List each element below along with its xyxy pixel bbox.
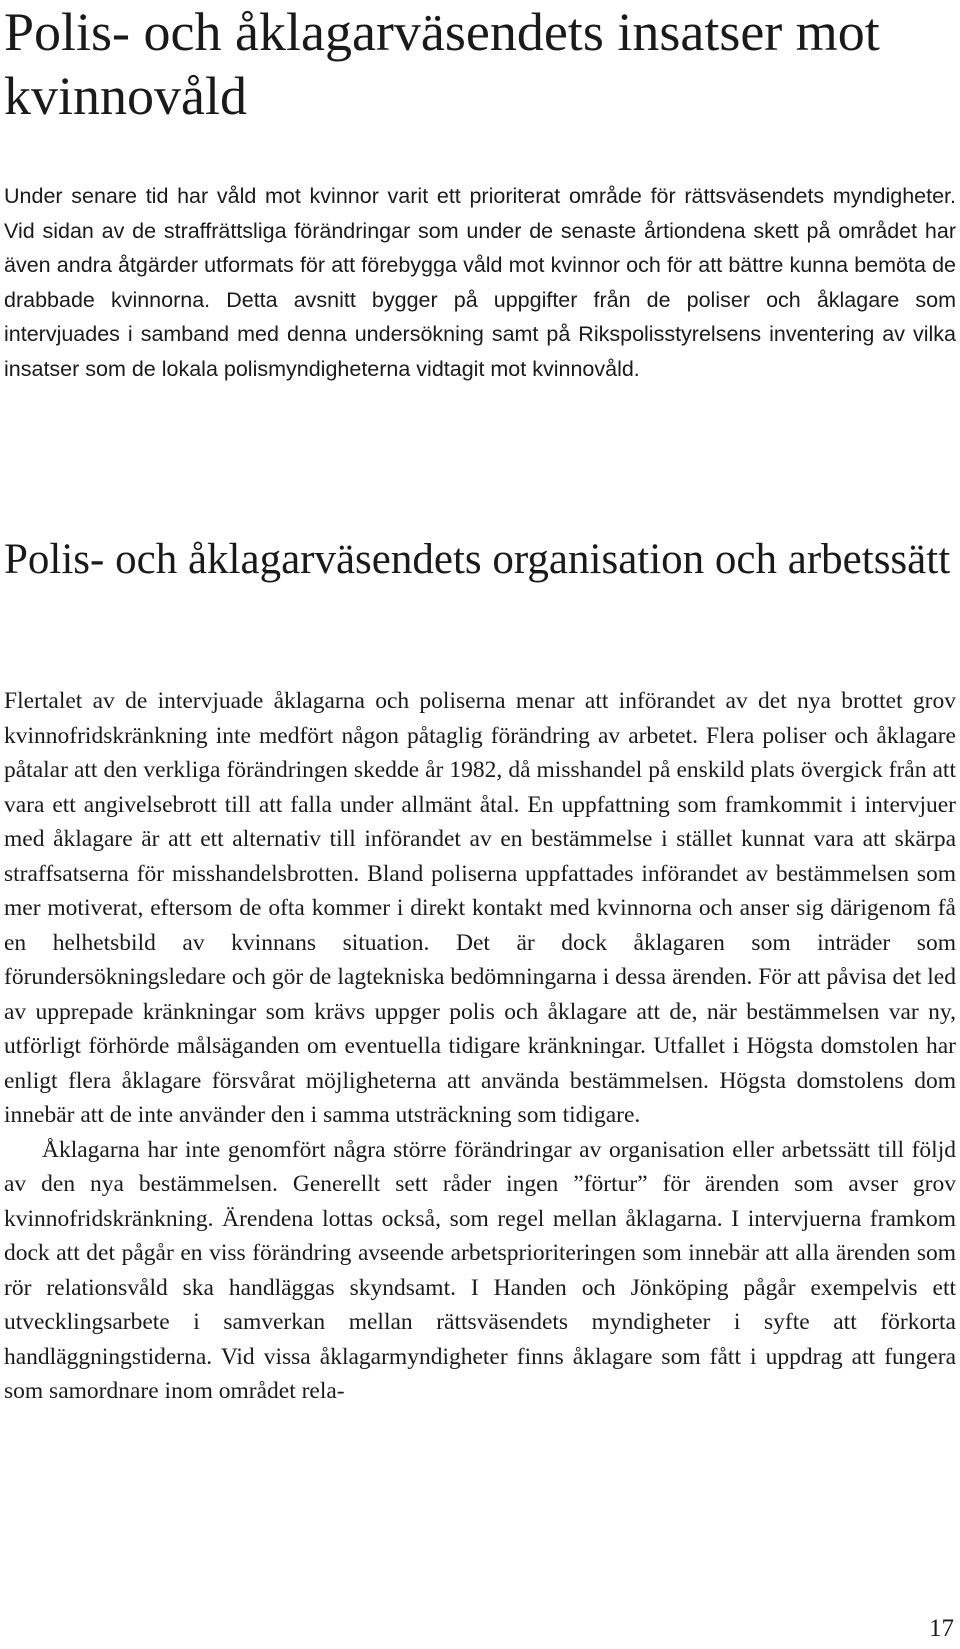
section-heading: Polis- och åklagarväsendets insatser mot kvinnovåld xyxy=(4,2,880,126)
subsection-body xyxy=(4,684,956,1409)
page-number: 17 xyxy=(929,1615,954,1642)
subsection-heading: Polis- och åklagarväsendets organisation och arbetssätt xyxy=(4,536,951,583)
body-paragraph-2: Åklagarna har inte genomfört några större förändringar av organisation eller arbetssätt till följd av den nya bestämmelsen. Generellt sett råder ingen ”förtur” för ärenden som avser grov kvinnofridskränkning. Ärendena lottas också, som regel mellan åklagarna. I intervjuerna framkom dock att det pågår en viss förändring avseende arbetsprioriteringen som innebär att alla ärenden som rör relationsvåld ska handläggas skyndsamt. I Handen och Jönköping pågår exempelvis ett utvecklingsarbete i samverkan mellan rättsväsendets myndigheter i syfte att förkorta handläggningstiderna. Vid vissa åklagarmyndigheter finns åklagare som fått i uppdrag att fungera som samordnare inom området rela- xyxy=(4,1136,956,1404)
body-paragraph-1: Flertalet av de intervjuade åklagarna och poliserna menar att införandet av det nya brottet grov kvinnofridskränkning inte medfört någon påtaglig förändring av arbetet. Flera poliser och åklagare påtalar att den verkliga förändringen skedde år 1982, då misshandel på enskild plats övergick från att vara ett angivelsebrott till att falla under allmänt åtal. En uppfattning som framkommit i intervjuer med åklagare är att ett alternativ till införandet av en bestämmelse i stället kunnat vara att skärpa straffsatserna för misshandelsbrotten. Bland poliserna uppfattades införandet av bestämmelsen som mer motiverat, eftersom de ofta kommer i direkt kontakt med kvinnorna och anser sig därigenom få en helhetsbild av kvinnans situation. Det är dock åklagaren som inträder som förundersökningsledare och gör de lagtekniska bedömningarna i dessa ärenden. För att påvisa det led av upprepade kränkningar som krävs uppger polis och åklagare att de, när bestämmelsen var ny, utförligt förhörde målsäganden om eventuella tidigare kränkningar. Utfallet i Högsta domstolen har enligt flera åklagare försvårat möjligheterna att använda bestämmelsen. Högsta domstolens dom innebär att de inte använder den i samma utsträckning som tidigare. xyxy=(4,688,956,1128)
intro-paragraph: Under senare tid har våld mot kvinnor varit ett prioriterat område för rättsväsendets myndigheter. Vid sidan av de straffrättsliga förändringar som under de senaste årtiondena skett på området har även andra åtgärder utformats för att förebygga våld mot kvinnor och för att bättre kunna bemöta de drabbade kvinnorna. Detta avsnitt bygger på uppgifter från de poliser och åklagare som intervjuades i samband med denna undersökning samt på Rikspolisstyrelsens inventering av vilka insatser som de lokala polismyndigheterna vidtagit mot kvinnovåld. xyxy=(4,184,956,381)
